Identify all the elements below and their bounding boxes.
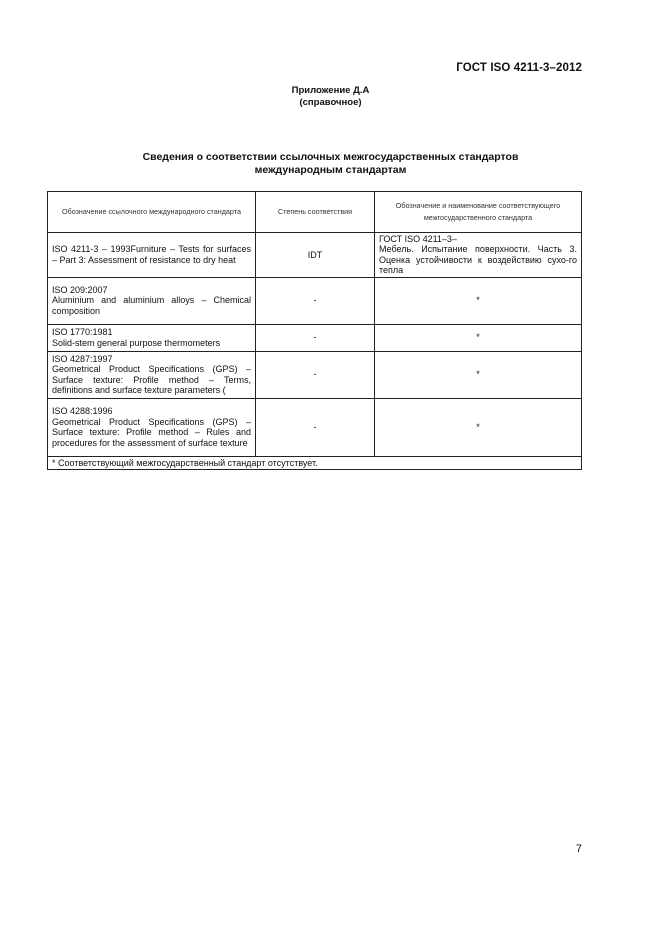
conformity-table bbox=[47, 191, 582, 470]
degree-cell: IDT bbox=[256, 233, 375, 278]
table-row bbox=[48, 277, 582, 324]
intl-standard-title: Geometrical Product Specifications (GPS) – Surface texture: Profile method – Terms, definitions and surface texture parameters ( bbox=[52, 364, 251, 396]
intl-standard-title: Aluminium and aluminium alloys – Chemical composition bbox=[52, 295, 251, 316]
header-intl-standard: Обозначение ссылочного международного стандарта bbox=[48, 192, 256, 233]
table-row bbox=[48, 398, 582, 456]
intl-standard-title: Geometrical Product Specifications (GPS) – Surface texture: Profile method – Rules and procedures for the assessment of surface texture bbox=[52, 416, 251, 448]
interstate-standard-cell: * bbox=[375, 351, 582, 398]
degree-cell: - bbox=[256, 277, 375, 324]
document-code: ГОСТ ISO 4211-3–2012 bbox=[456, 62, 582, 74]
intl-standard-title: Solid-stem general purpose thermometers bbox=[52, 337, 221, 348]
intl-standard-code: ISO 4288:1996 bbox=[52, 406, 113, 417]
degree-cell: - bbox=[256, 398, 375, 456]
interstate-standard-cell bbox=[375, 233, 582, 278]
header-degree: Степень соответствия bbox=[256, 192, 375, 233]
interstate-standard-cell: * bbox=[375, 398, 582, 456]
intl-standard-code: ISO 4287:1997 bbox=[52, 353, 113, 364]
interstate-standard-cell: * bbox=[375, 324, 582, 351]
table-footnote-row bbox=[48, 456, 582, 469]
intl-standard-cell bbox=[48, 233, 256, 278]
interstate-standard-title: Мебель. Испытание поверхности. Часть 3. Оценка устойчивости к воздействию сухо-го тепла bbox=[379, 244, 577, 276]
table-title bbox=[0, 151, 661, 177]
intl-standard-cell bbox=[48, 277, 256, 324]
interstate-standard-code: ГОСТ ISO 4211–3– bbox=[379, 234, 457, 244]
intl-standard-code: ISO 209:2007 bbox=[52, 285, 108, 296]
appendix-subtitle: (справочное) bbox=[299, 97, 362, 108]
table-row bbox=[48, 233, 582, 278]
intl-standard-cell bbox=[48, 324, 256, 351]
appendix-heading bbox=[0, 85, 661, 109]
table-title-line-1: Сведения о соответствии ссылочных межгосударственных стандартов bbox=[142, 151, 519, 163]
table-row bbox=[48, 351, 582, 398]
table-header-row bbox=[48, 192, 582, 233]
intl-standard-text: ISO 4211-3 – 1993Furniture – Tests for surfaces – Part 3: Assessment of resistance to dry heat bbox=[52, 244, 251, 265]
table-row bbox=[48, 324, 582, 351]
header-interstate-standard: Обозначение и наименование соответствующего межгосударственного стандарта bbox=[375, 192, 582, 233]
intl-standard-cell bbox=[48, 351, 256, 398]
degree-cell: - bbox=[256, 351, 375, 398]
page-number: 7 bbox=[575, 843, 582, 855]
degree-cell: - bbox=[256, 324, 375, 351]
intl-standard-code: ISO 1770:1981 bbox=[52, 327, 113, 338]
appendix-title: Приложение Д.А bbox=[291, 85, 370, 96]
intl-standard-cell bbox=[48, 398, 256, 456]
interstate-standard-cell: * bbox=[375, 277, 582, 324]
table-footnote: * Соответствующий межгосударственный стандарт отсутствует. bbox=[48, 456, 582, 469]
table-title-line-2: международным стандартам bbox=[254, 164, 407, 176]
